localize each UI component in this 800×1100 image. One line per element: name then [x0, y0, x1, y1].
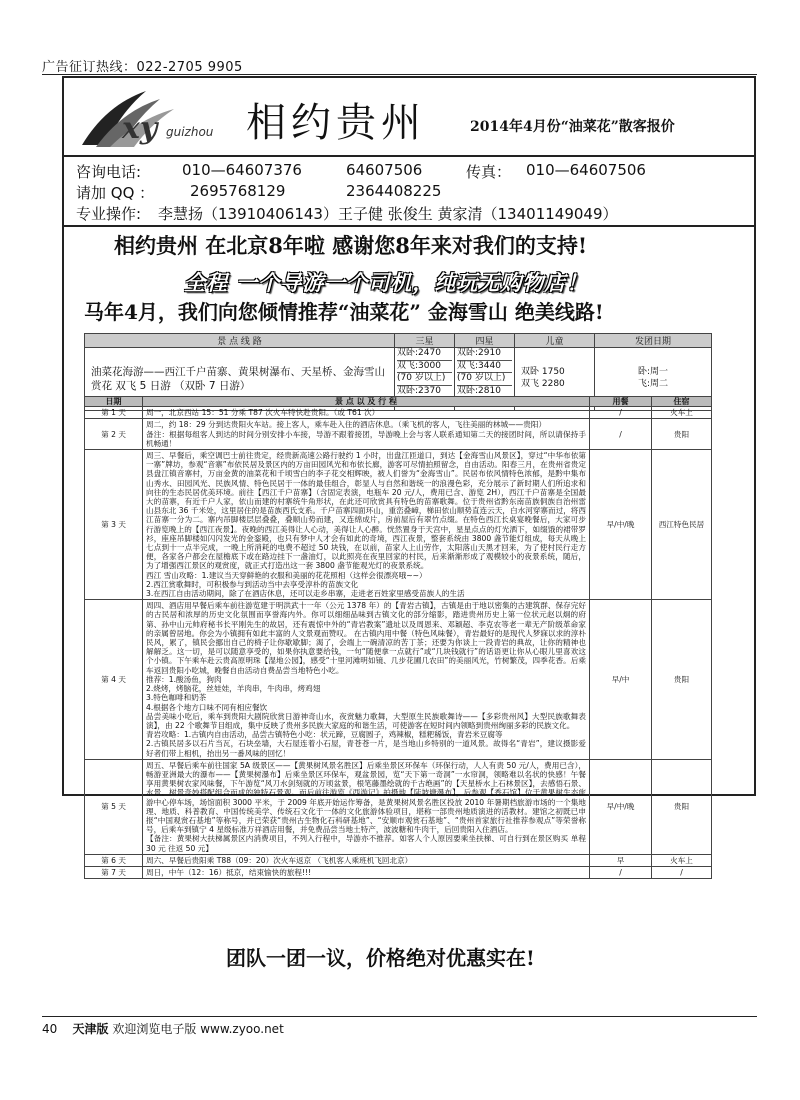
day-schedule: 周六、早餐后贵阳乘 T88（09：20）次火车返京 （飞机客人乘班机飞回北京） — [143, 854, 590, 866]
day-meals: / — [590, 419, 652, 450]
day-lodging: 贵阳 — [652, 600, 712, 759]
itinerary-row — [85, 407, 712, 419]
day-lodging: 西江特色民居 — [652, 450, 712, 600]
qq-label: 请加 QQ ： — [76, 184, 155, 202]
brand-subtitle: 2014年4月份“油菜花”散客报价 — [470, 119, 675, 135]
date-value: 卧:周一 — [637, 367, 669, 378]
phone-number-2: 64607506 — [346, 161, 423, 179]
col-meals: 用餐 — [590, 397, 652, 407]
fax-number: 010—64607506 — [526, 161, 646, 179]
price-value: (70 岁以上) — [397, 373, 452, 386]
day-label: 第 6 天 — [85, 854, 143, 866]
day-label: 第 5 天 — [85, 759, 143, 854]
day-lodging: 贵阳 — [652, 759, 712, 854]
phone-number-1: 010—64607376 — [182, 161, 302, 179]
brand-header — [62, 77, 756, 157]
day-meals: 早 — [590, 854, 652, 866]
price-value: 双卧:2470 — [397, 348, 452, 361]
fax-label: 传真： — [466, 163, 512, 181]
price-value: 双飞:3440 — [457, 361, 512, 374]
date-value: 飞:周二 — [637, 378, 669, 389]
promo-headline: 相约贵州 在北京8年啦 感谢您8年来对我们的支持! — [114, 233, 588, 258]
welcome-text: 欢迎浏览电子版 — [112, 1022, 197, 1036]
top-divider — [42, 74, 757, 75]
footer — [42, 1020, 284, 1037]
col-schedule: 景 点 以 及 行 程 — [143, 397, 590, 407]
day-schedule: 周二，约 18：29 分到达贵阳火车站。接上客人，乘车赴入住的酒店休息。（乘飞机的客人，飞往美丽的林城——贵阳） 备注：根据每组客人到达的时间分别安排小车接，导游不跟着接团，导游晚上会与客人联系通知第二天的接团时间，所以请保持手机畅通！ — [143, 419, 590, 450]
promo-recommendation: 马年4月，我们向您倾情推荐“油菜花” 金海雪山 绝美线路! — [84, 300, 604, 324]
col-child: 儿童 — [515, 334, 595, 348]
price-value: 双飞:3000 — [397, 361, 452, 374]
day-label: 第 2 天 — [85, 419, 143, 450]
day-label: 第 3 天 — [85, 450, 143, 600]
price-value: 双卧:2910 — [457, 348, 512, 361]
day-schedule: 周五、早餐后乘车前往国家 5A 级景区——【黄果树风景名胜区】后乘坐景区环保车（环保行动，人人有责 50 元/人，费用已含），畅游亚洲最大的瀑布——【黄果树瀑布】后乘坐景区环保车，观盆景园，览“天下第一奇洞”一水帘洞，领略难以名状的快感！午餐享用黄果树农家风味餐，下午游览“风刀水剑刻就的万顷盆景，根笔藤墨绘就的千古绝画”的【天星桥水上石林景区】，去感悟石景、水景、树景奇妙搭配组合而成的独特石景观。而后前往游览《西游记》拍摄地【陡坡塘瀑布】，后参观【香石馆】位于黄果树生态旅游中心停车场，场馆面积 3000 平米，于 2009 年底开始运作筹备，是黄果树风景名胜区投放 2010 年暑期档旅游市场的一个集地理、地质、科普教育、中国传统美学、传统石文化于一体的文化旅游体验项目，堪称一部贵州地质演进的活教材。建馆之初既已申报“中国观赏石基地”等称号，并已荣获“贵州古生物化石科研基地”、“安顺市观赏石基地”、“贵州首家旅行社推荐参观点”等荣誉称号，后乘车到镇宁 4 星级标准万祥酒店用餐，并免费品尝当地土特产，波波糖和牛肉干，后回贵阳入住酒店。 【备注：黄果树大扶梯属景区内消费项目，不列入行程中，导游亦不推荐。如客人个人原因要乘坐扶梯、可自行到在景区购买 单程 30 元 往返 50 元】 — [143, 759, 590, 854]
price-value: 双卧:2810 — [457, 386, 512, 399]
route-name: 油菜花海游——西江千户苗寨、黄果树瀑布、天星桥、金海雪山赏花 双飞 5 日游 （双卧 7 日游） — [85, 348, 395, 411]
promo-tagline: 全程 一个导游一个司机，纯玩无购物店！ — [184, 270, 589, 295]
day-label: 第 4 天 — [85, 600, 143, 759]
day-meals: 早/中 — [590, 600, 652, 759]
price-value: 双飞 2280 — [521, 378, 565, 389]
logo-text: xy — [122, 111, 158, 146]
brand-title: 相约贵州 — [246, 100, 426, 146]
price-value: 双卧:2370 — [397, 386, 452, 399]
day-label: 第 7 天 — [85, 866, 143, 878]
day-meals: 早/中/晚 — [590, 450, 652, 600]
ad-hotline: 广告征订热线：022-2705 9905 — [42, 60, 243, 75]
col-lodging: 住宿 — [652, 397, 712, 407]
day-meals: / — [590, 407, 652, 419]
itinerary-row — [85, 450, 712, 600]
operators-row — [76, 203, 746, 225]
day-lodging: / — [652, 866, 712, 878]
qq-number-2: 2364408225 — [346, 182, 442, 200]
itinerary-row — [85, 759, 712, 854]
phone-row — [76, 161, 746, 183]
bottom-slogan: 团队一团一议，价格绝对优惠实在! — [226, 946, 535, 970]
col-four-star: 四星 — [455, 334, 515, 348]
itinerary-header-row — [85, 397, 712, 407]
price-header-row — [85, 334, 712, 348]
itinerary-row — [85, 866, 712, 878]
operators-list: 李慧扬（13910406143）王子健 张俊生 黄家清（13401149049） — [158, 205, 618, 223]
itinerary-table — [84, 396, 712, 879]
day-meals: 早/中/晚 — [590, 759, 652, 854]
price-value: 双卧 1750 — [521, 367, 565, 378]
qq-number-1: 2695768129 — [190, 182, 286, 200]
day-lodging: 贵阳 — [652, 419, 712, 450]
site-url[interactable]: www.zyoo.net — [200, 1022, 284, 1036]
footer-divider — [42, 1016, 757, 1017]
contact-block — [62, 157, 756, 227]
page-number: 40 — [42, 1022, 58, 1036]
day-schedule: 周三、早餐后，乘空调巴士前往贵定，经贵新高速公路行驶约 1 小时，出盘江匝道口，到达【金海雪山风景区】，穿过“中华布依第一寨”牌坊，参观“音寨”布依民居及景区内的万亩田园风光和布依长廊，游客可尽情拍照留念，自由活动。阳春三月，在贵州省贵定县盘江镇音寨村，万亩金黄的油菜花和千顷雪白的李子花交相辉映，被人们誉为“金海雪山”。民居布依风情特色浓郁，是黔中集布山秀水、田园风光、民族风情、特色民居于一体的最佳组合，彰显人与自然和谐统一的浪漫色彩，充分展示了新时期人们所追求和向往的生态民居优美环境。前往【西江千户苗寨】（含固定表演，电瓶车 20 元/人，费用已含、游览 2H），西江千户苗寨是全国最大的苗寨，有近千户人家，依山而建的村寨统牛角形状，在此还可欣赏具有特色的苗寨歌舞。位于贵州省黔东南苗族侗族自治州雷山县东北 36 千米处，这里居住的是苗族西氏支系。千户苗寨四面环山，重峦叠嶂，梯田依山顺势直连云天，白水河穿寨而过，将西江苗寨一分为二。寨内吊脚楼层层叠叠，叠顺山势而建，又连绵成片，房前屋后有翠竹点缀。在特色西江长桌宴晚餐后，大家可步行游览晚上的【西江夜景】。夜晚的西江美得让人心动，美得让人心醉。恍然置身于天宫中，星星点点的灯光洒下，如缀饿的裙带罗衫，座座吊脚楼如闪闪发光的金銮殿，也只有梦中人才会有如此的奇境，西江夜景，整套系统由 3800 盏节能灯组成，每天从晚上七点到十一点半完成，一晚上所消耗的电费不超过 50 块钱，在以前，苗家人上山劳作，太阳落山天黑才回来，为了使村民行走方便，各家各户都会在屋檐底下或在路边挂下一盏油灯，以此照亮在夜里回家的村民，后来渐渐形成了观模较小的夜景系统，随后，为了增强西江景区的观赏度，就正式打造出这一套 3800 盏节能观光灯的夜景系统。 西江 雪山攻略：1.建议当天穿鲜艳的衣服和美丽的花花照相（这样会很漂亮哦~~） 2.西江赏歌舞时，可积极参与到活动当中去享受淳朴的苗族文化 3.在西江自由活动期间，除了在酒店休息，还可以走乡串寨，走进老百姓家里感受苗族人的生活 — [143, 450, 590, 600]
qq-row — [76, 182, 746, 204]
col-day: 日期 — [85, 397, 143, 407]
phone-label: 咨询电话: — [76, 163, 142, 181]
day-meals: / — [590, 866, 652, 878]
day-lodging: 火车上 — [652, 854, 712, 866]
col-three-star: 三星 — [395, 334, 455, 348]
logo-subtext: guizhou — [166, 125, 214, 139]
edition-label: 天津版 — [72, 1022, 109, 1036]
col-route: 景 点 线 路 — [85, 334, 395, 348]
day-schedule: 周一，北京西站 15：51 分乘 T87 次火车特快赴贵阳。（或 T61 次） — [143, 407, 590, 419]
itinerary-row — [85, 419, 712, 450]
itinerary-row — [85, 600, 712, 759]
day-schedule: 周日，中午（12：16）抵京，结束愉快的旅程!!! — [143, 866, 590, 878]
price-value: (70 岁以上) — [457, 373, 512, 386]
col-dates: 发团日期 — [595, 334, 712, 348]
itinerary-row — [85, 854, 712, 866]
day-schedule: 周四、酒店用早餐后乘车前往游览建于明洪武十一年（公元 1378 年）的【青岩古镇】，古镇是由于地以密集的古建筑群、保存完好的古民居和浓厚的历史文化氛围而享誉海内外。你可以细细品味到古镇文化的部分缩影，踏进贵州历史上第一位状元赵以炯的府第、孙中山元帅府秘书长平刚先生的故居，还有震惊中外的“青岩教案”遗址以及周恩来、邓颖超、李克农等老一辈无产阶级革命家的亲属曾居地。你会为小镇拥有如此丰富的人文景观而赞叹。 在古镇内用中餐（特色风味餐），青岩最好的是现代人梦寐以求的淳朴民风，累了，镇民会挪出自己的椅子让你歇歇脚；渴了，会端上一碗清凉的苦丁茶；还要为你谈上一段青岩的典故，让你的精神也解解乏。这一切，是可以随意享受的，如果你执意要给钱，一句“随便拿一点就行”或“几块钱就行”的话语更让你从心眼儿里喜欢这个小镇。下午乘车赴云贵高原明珠【湿地公园】，感受“十里河滩明如镜、几步花圃几农田”的美丽风光，竹树繁茂，四季花香。后乘车返回贵阳小吃城，晚餐自由活动自费品尝当地特色小吃。 推荐：1.酸汤鱼，狗肉 2.烧烤，烤脑花，丝娃娃，羊肉串，牛肉串，烤鸡翅 3.特色咖啡和奶茶 4.根据各个地方口味不同有相应餐饮 品尝美味小吃后，乘车到贵阳大剧院欣赏日游神奇山水，夜赏魅力歌舞，大型原生民族歌舞诗——【多彩贵州风】大型民族歌舞表演】，由 22 个歌舞节目组成，集中反映了贵州多民族大家庭的和谐生活，可使游客在短时间内领略到贵州绚丽多彩的民族文化。 青岩攻略：1.古镇内自由活动，品尝古镇特色小吃：状元蹄，豆腐圆子，鸡辣椒，糕粑稀饭，青岩米豆腐等 2.古镇民居多以石片当瓦，石块垒墙，大石屋连着小石屋，青苍苍一片，是当地山乡特别的一道风景。故得名“青岩”，建议摄影爱好者们带上相机，抬出另一番风味的回忆！ — [143, 600, 590, 759]
day-label: 第 1 天 — [85, 407, 143, 419]
day-lodging: 火车上 — [652, 407, 712, 419]
operators-label: 专业操作: — [76, 205, 142, 223]
